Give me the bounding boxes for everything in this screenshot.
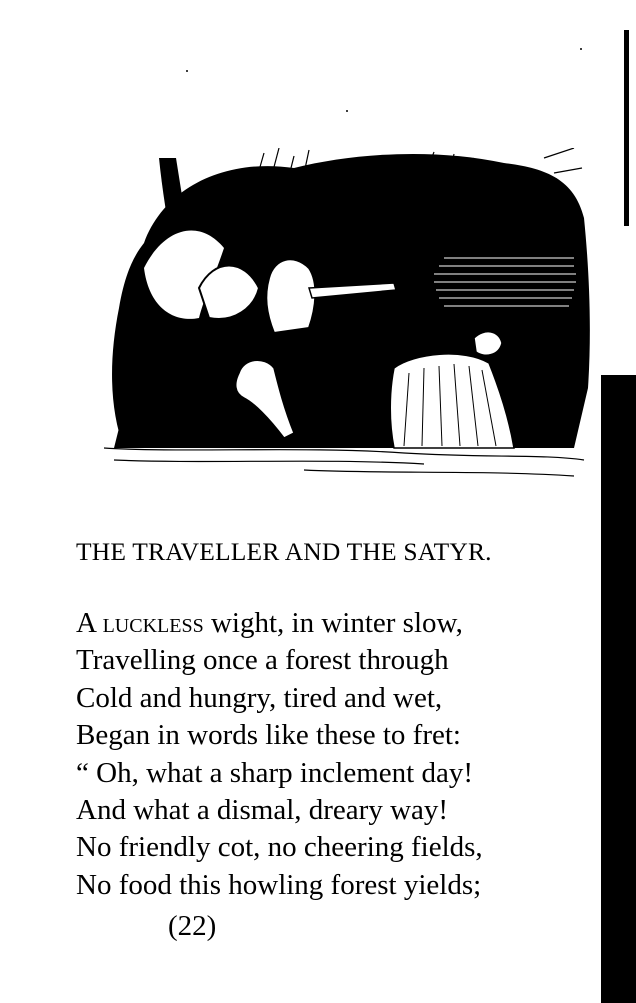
verse-line-3: Cold and hungry, tired and wet, (76, 681, 443, 714)
scan-edge-bottom (601, 375, 636, 1003)
scan-edge-top (624, 30, 629, 226)
woodcut-illustration (104, 148, 594, 483)
verse-line-1-lead: A (76, 607, 103, 639)
ground-lines (104, 448, 584, 476)
verse-line-6: And what a dismal, dreary way! (76, 794, 449, 827)
verse-line-4: Began in words like these to fret: (76, 719, 461, 752)
verse-line-7: No friendly cot, no cheering fields, (76, 831, 483, 864)
scan-speck (186, 70, 188, 72)
page-number: (22) (168, 910, 217, 942)
verse-line-1-rest: wight, in winter slow, (203, 607, 463, 639)
verse-line-8: No food this howling forest yields; (76, 868, 482, 901)
verse-line-1-smallcaps: luckless (102, 607, 204, 639)
seated-figure (266, 259, 315, 333)
figure-head (474, 332, 502, 356)
scan-speck (580, 48, 582, 50)
verse-line-1 (76, 605, 596, 642)
poem-verse (76, 605, 596, 904)
poem-title: THE TRAVELLER AND THE SATYR. (76, 537, 492, 566)
scan-speck (346, 110, 348, 112)
verse-line-5: “ Oh, what a sharp inclement day! (76, 756, 473, 789)
verse-line-2: Travelling once a forest through (76, 644, 449, 677)
